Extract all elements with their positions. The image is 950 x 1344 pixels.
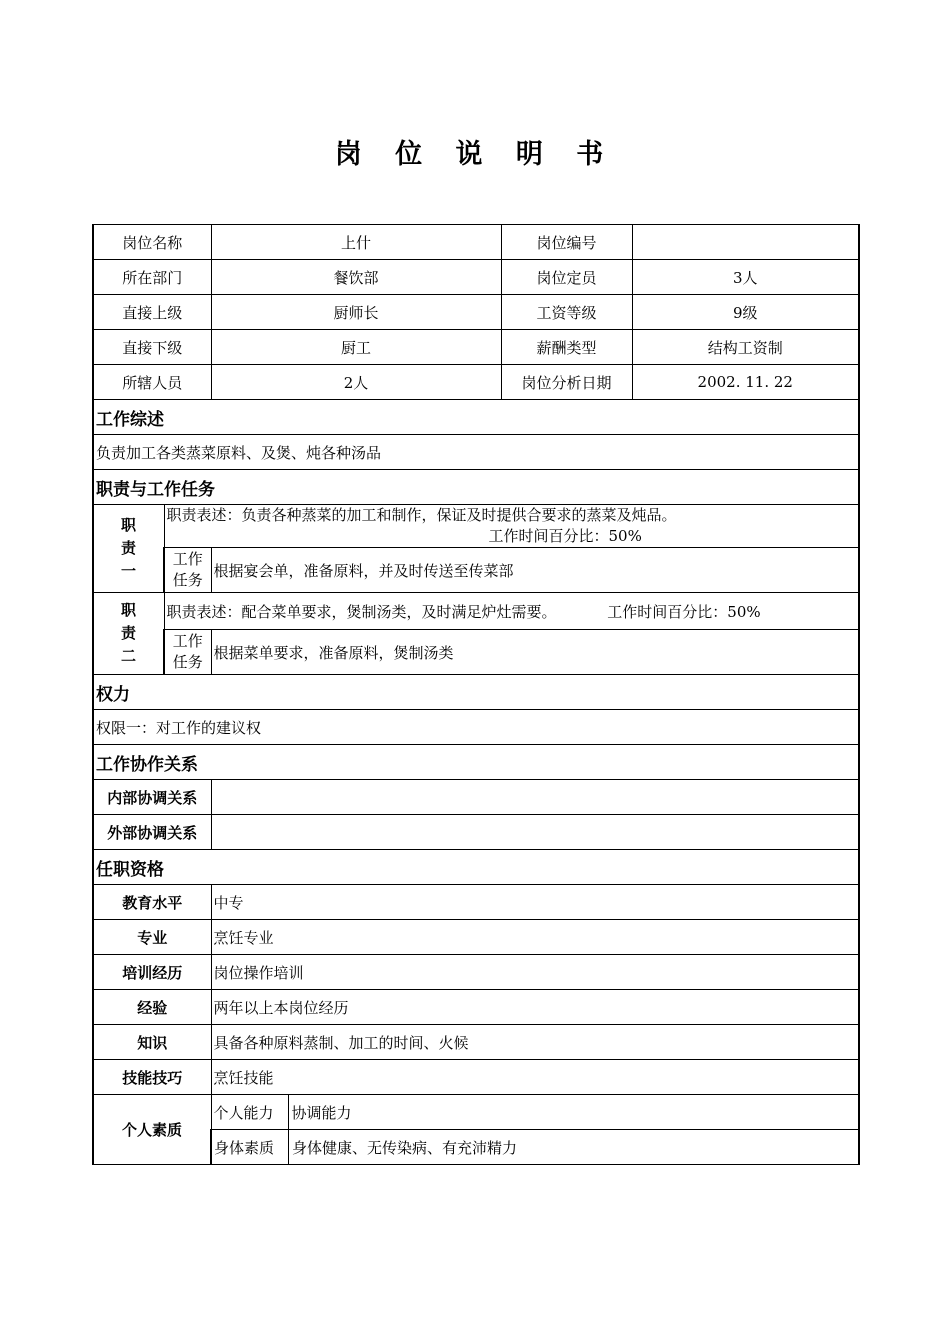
field-value: 2002. 11. 22	[632, 365, 859, 400]
field-label: 直接下级	[93, 330, 211, 365]
duty-label	[93, 505, 164, 593]
qualification-value: 两年以上本岗位经历	[211, 990, 859, 1025]
qualification-label: 技能技巧	[93, 1060, 211, 1095]
field-label: 岗位分析日期	[501, 365, 632, 400]
task-text: 根据菜单要求，准备原料，煲制汤类	[211, 630, 859, 675]
relations-heading: 工作协作关系	[93, 745, 859, 780]
external-relation-value	[211, 815, 859, 850]
task-label-text: 工作任务	[172, 550, 203, 589]
qualification-row	[93, 990, 859, 1025]
field-value: 3人	[632, 260, 859, 295]
personal-quality-row	[93, 1095, 859, 1130]
ability-label: 个人能力	[212, 1095, 289, 1129]
field-label: 所在部门	[93, 260, 211, 295]
field-value: 厨工	[211, 330, 501, 365]
task-label-text: 工作任务	[172, 632, 203, 671]
duty-label-text: 职责一	[120, 516, 136, 580]
job-description-table	[92, 224, 860, 1165]
section-header	[93, 745, 859, 780]
field-value: 2人	[211, 365, 501, 400]
duty-percent: 工作时间百分比：50%	[488, 527, 642, 545]
qualification-row	[93, 955, 859, 990]
duty-task-row	[93, 548, 859, 593]
section-header	[93, 675, 859, 710]
physical-cell	[211, 1130, 859, 1165]
relation-row	[93, 815, 859, 850]
external-relation-label: 外部协调关系	[93, 815, 211, 850]
qualification-value: 中专	[211, 885, 859, 920]
section-header	[93, 470, 859, 505]
internal-relation-label: 内部协调关系	[93, 780, 211, 815]
summary-heading: 工作综述	[93, 400, 859, 435]
personal-ability-cell	[211, 1095, 859, 1130]
section-header	[93, 850, 859, 885]
qualification-label: 培训经历	[93, 955, 211, 990]
qualification-row	[93, 1025, 859, 1060]
field-label: 直接上级	[93, 295, 211, 330]
summary-row	[93, 435, 859, 470]
physical-label: 身体素质	[212, 1130, 289, 1164]
basic-row	[93, 295, 859, 330]
duty-statement	[164, 593, 859, 630]
duty-statement-text: 职责表述：负责各种蒸菜的加工和制作，保证及时提供合要求的蒸菜及炖品。	[166, 506, 677, 524]
field-value: 上什	[211, 225, 501, 260]
qualification-row	[93, 885, 859, 920]
duty-statement-row	[93, 593, 859, 630]
field-label: 工资等级	[501, 295, 632, 330]
qualification-label: 专业	[93, 920, 211, 955]
physical-value: 身体健康、无传染病、有充沛精力	[292, 1138, 518, 1157]
field-label: 岗位编号	[501, 225, 632, 260]
field-value: 餐饮部	[211, 260, 501, 295]
qualification-row	[93, 1060, 859, 1095]
qualifications-heading: 任职资格	[93, 850, 859, 885]
qualification-value: 烹饪专业	[211, 920, 859, 955]
field-value: 厨师长	[211, 295, 501, 330]
qualification-value: 烹饪技能	[211, 1060, 859, 1095]
summary-text: 负责加工各类蒸菜原料、及煲、炖各种汤品	[93, 435, 859, 470]
personal-quality-label: 个人素质	[93, 1095, 211, 1165]
relation-row	[93, 780, 859, 815]
task-label	[164, 630, 211, 675]
duty-percent: 工作时间百分比：50%	[607, 602, 761, 621]
duty-statement-text: 职责表述：配合菜单要求，煲制汤类，及时满足炉灶需要。	[166, 602, 557, 621]
authority-row	[93, 710, 859, 745]
duty-label	[93, 593, 164, 675]
qualification-value: 岗位操作培训	[211, 955, 859, 990]
qualification-label: 经验	[93, 990, 211, 1025]
duty-label-text: 职责二	[120, 601, 136, 665]
task-text: 根据宴会单，准备原料，并及时传送至传菜部	[211, 548, 859, 593]
ability-value: 协调能力	[291, 1103, 352, 1122]
authority-text: 权限一：对工作的建议权	[93, 710, 859, 745]
field-label: 所辖人员	[93, 365, 211, 400]
qualification-label: 教育水平	[93, 885, 211, 920]
field-label: 薪酬类型	[501, 330, 632, 365]
basic-row	[93, 260, 859, 295]
authority-heading: 权力	[93, 675, 859, 710]
field-value: 结构工资制	[632, 330, 859, 365]
basic-row	[93, 365, 859, 400]
section-header	[93, 400, 859, 435]
basic-row	[93, 225, 859, 260]
field-label: 岗位定员	[501, 260, 632, 295]
task-label	[164, 548, 211, 593]
basic-row	[93, 330, 859, 365]
field-value: 9级	[632, 295, 859, 330]
field-value	[632, 225, 859, 260]
qualification-row	[93, 920, 859, 955]
page-title: 岗 位 说 明 书	[334, 139, 616, 170]
internal-relation-value	[211, 780, 859, 815]
duty-statement	[164, 505, 859, 548]
field-label: 岗位名称	[93, 225, 211, 260]
duties-heading: 职责与工作任务	[93, 470, 859, 505]
duty-statement-row	[93, 505, 859, 548]
duty-task-row	[93, 630, 859, 675]
qualification-value: 具备各种原料蒸制、加工的时间、火候	[211, 1025, 859, 1060]
qualification-label: 知识	[93, 1025, 211, 1060]
